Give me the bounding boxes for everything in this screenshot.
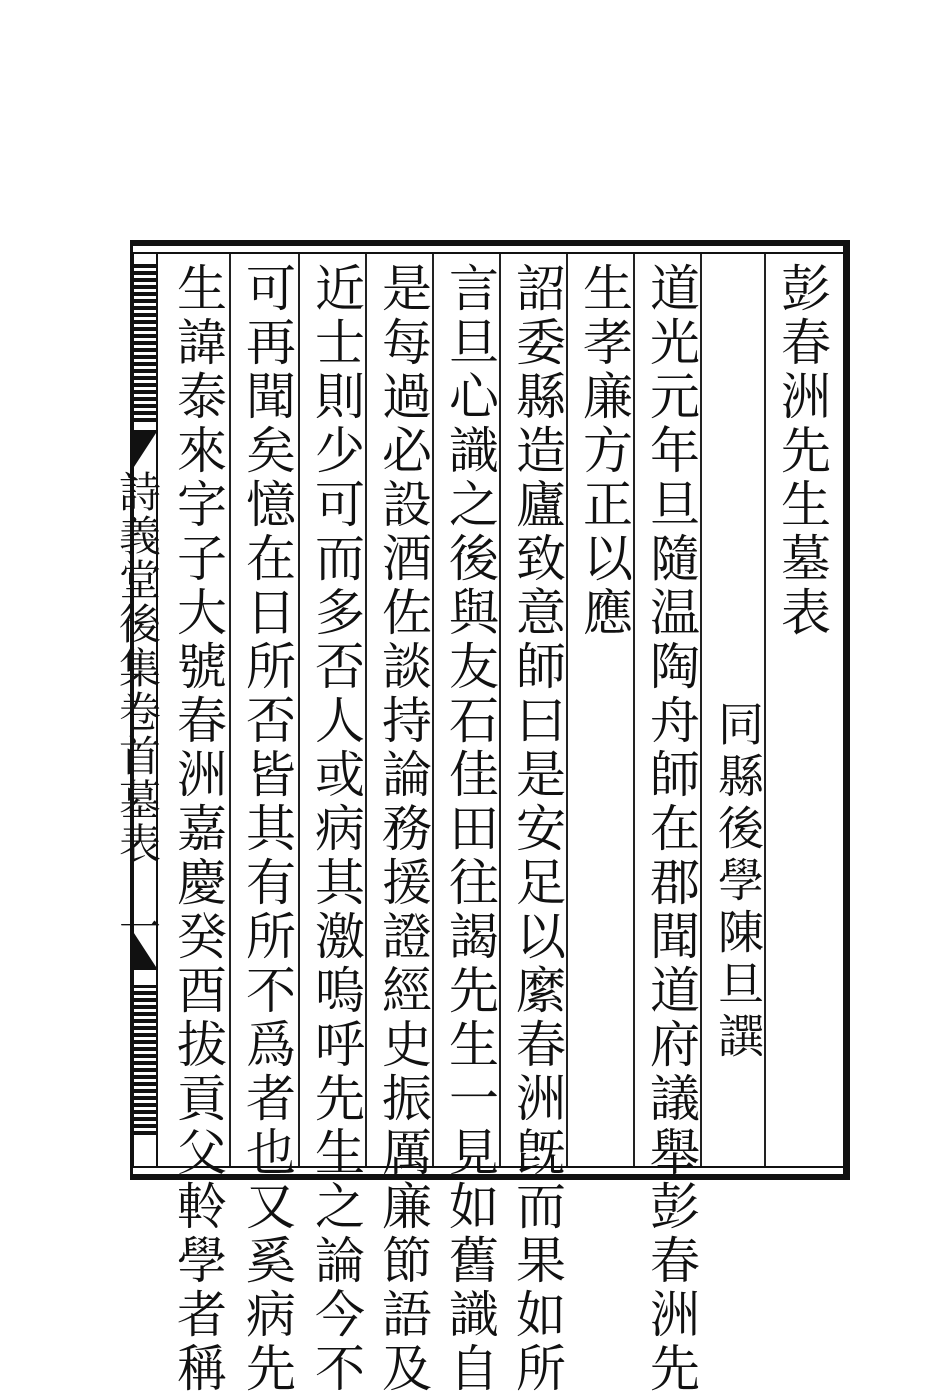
text-column: 生諱泰來字子大號春洲嘉慶癸酉拔貢父軨學者稱	[169, 262, 227, 1396]
column-divider	[298, 254, 300, 1166]
page-title: 彭春洲先生墓表	[773, 262, 831, 640]
gutter-book-title	[112, 470, 162, 866]
fish-tail-top-ornament	[132, 430, 158, 470]
author-line: 同縣後學陳旦譔	[711, 700, 765, 1064]
text-column: 言旦心識之後與友石佳田往謁先生一見如舊識自	[441, 262, 499, 1396]
fish-tail-bottom-ornament	[132, 930, 158, 970]
text-column: 生孝廉方正以應	[575, 262, 633, 640]
gutter-section: 墓表	[113, 778, 162, 866]
text-column: 近士則少可而多否人或病其激嗚呼先生之論今不	[307, 262, 365, 1396]
text-column: 可再聞矣憶在日所否皆其有所不爲者也又奚病先	[238, 262, 296, 1396]
column-divider	[229, 254, 231, 1166]
text-column: 詔委縣造廬致意師曰是安足以縻春洲旣而果如所	[508, 262, 566, 1396]
text-column: 是每過必設酒佐談持論務援證經史振厲廉節語及	[374, 262, 432, 1396]
gutter-ornament-top	[134, 262, 156, 422]
inner-rule-top	[130, 252, 850, 254]
text-column: 道光元年旦隨温陶舟師在郡聞道府議舉彭春洲先	[642, 262, 700, 1396]
gutter-page-number: 一	[113, 905, 162, 947]
gutter-book-title-text: 詩義堂後集卷首	[113, 470, 162, 778]
gutter-ornament-bottom	[134, 985, 156, 1135]
